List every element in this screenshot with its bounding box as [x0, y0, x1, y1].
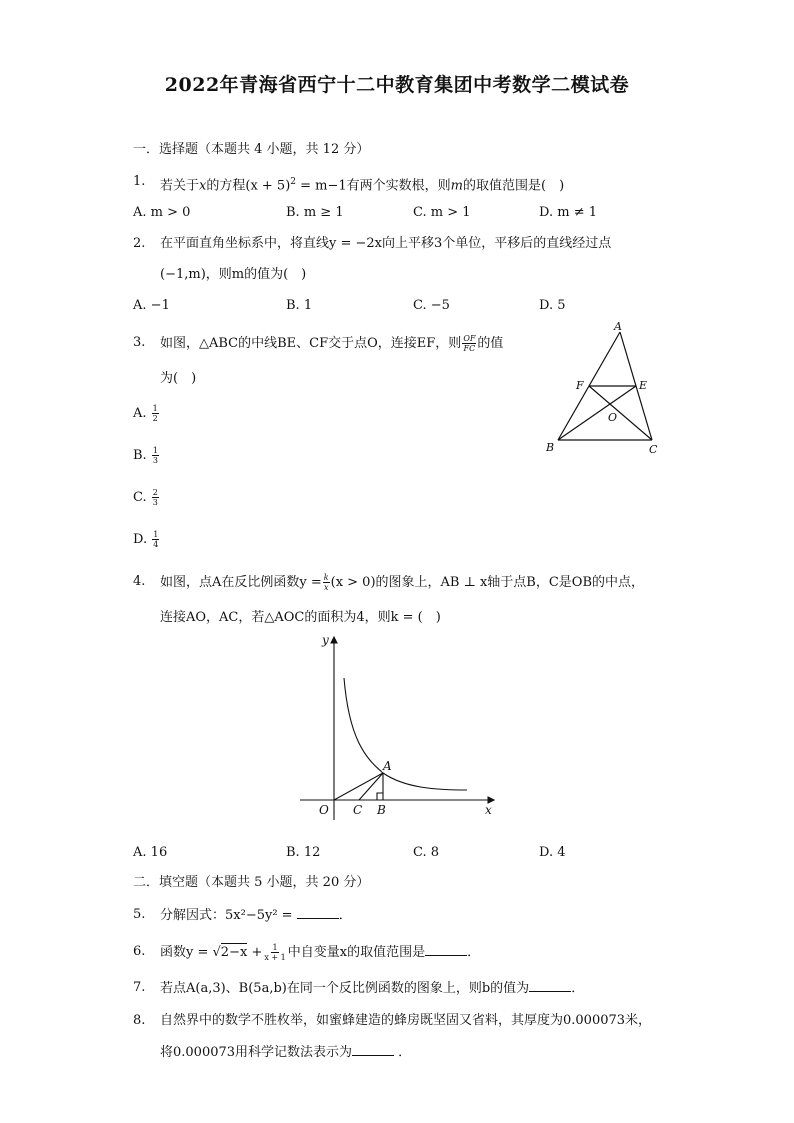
option-letter: A.: [133, 298, 147, 313]
option-d: [133, 530, 160, 549]
option-text: −5: [430, 298, 450, 313]
option-letter: D.: [539, 298, 554, 313]
fraction-numerator: 1: [272, 943, 278, 952]
fraction-denominator: x + 1: [264, 953, 286, 962]
question-number: 8.: [133, 1013, 146, 1028]
question-number: 3.: [133, 335, 146, 350]
question-number: 2.: [133, 236, 146, 251]
fraction-numerator: 1: [153, 530, 159, 539]
option-c: [413, 844, 439, 862]
option-d: [539, 297, 566, 315]
option-text: 1: [303, 298, 313, 313]
question-1-stem: [160, 173, 564, 195]
fraction-denominator: 4: [153, 540, 159, 549]
q6-text: 中自变量x的取值范围是: [287, 945, 426, 960]
q1-var-x: x: [199, 178, 207, 194]
question-4-line-1: [160, 573, 644, 592]
q4-stem-part: (x > 0)的图象上，AB ⊥ x轴于点B，C是OB的中点，: [330, 575, 645, 590]
option-c: [133, 488, 160, 507]
option-b: [286, 844, 320, 862]
label-a: A: [614, 320, 622, 333]
hyperbola-figure: [295, 628, 505, 823]
q6-end: ．: [467, 945, 481, 960]
label-f: F: [576, 379, 584, 392]
fraction-numerator: 1: [152, 404, 158, 413]
question-number: 5.: [133, 907, 146, 922]
q1-stem-part: 若关于: [160, 178, 200, 194]
median-cf: [589, 386, 652, 440]
option-letter: A.: [133, 406, 147, 421]
option-letter: C.: [413, 205, 427, 220]
q1-stem-part: 的方程: [206, 178, 246, 194]
option-text: 8: [430, 845, 440, 860]
question-7: [160, 979, 584, 998]
option-a: [133, 297, 170, 315]
option-fraction: [152, 404, 159, 423]
label-b: B: [546, 441, 555, 454]
option-a: [133, 844, 167, 862]
fraction-denominator: FC: [463, 344, 476, 353]
label-o: O: [608, 411, 618, 424]
fraction-numerator: k: [323, 573, 329, 582]
fraction-denominator: 3: [152, 498, 158, 507]
option-letter: B.: [286, 205, 300, 220]
q1-stem-part: = m−1有两个实数根，则: [296, 178, 451, 194]
label-e: E: [639, 379, 648, 392]
question-number: 6.: [133, 944, 146, 959]
question-4-line-2: 连接AO，AC，若△AOC的面积为4，则k = ( ): [160, 610, 441, 625]
option-d: [539, 204, 597, 222]
label-o: O: [319, 803, 329, 817]
page-title: 2022年青海省西宁十二中教育集团中考数学二模试卷: [164, 74, 630, 96]
question-number: 7.: [133, 980, 146, 995]
q6-radicand: 2−x: [220, 945, 248, 960]
option-fraction: [152, 488, 159, 507]
q7-text: 若点A(a,3)、B(5a,b)在同一个反比例函数的图象上，则b的值为: [160, 981, 530, 996]
q5-text: 分解因式：5x²−5y² =: [160, 908, 297, 923]
label-b: B: [377, 803, 386, 817]
option-letter: A.: [133, 845, 147, 860]
fraction-numerator: 1: [152, 446, 158, 455]
option-text: m > 0: [150, 205, 191, 220]
option-text: 16: [150, 845, 168, 860]
q3-fraction: [462, 334, 476, 353]
answer-blank[interactable]: [425, 943, 467, 956]
option-text: 4: [557, 845, 566, 860]
option-text: 5: [557, 298, 566, 313]
q3-stem-part: 的值: [477, 336, 504, 351]
label-y: y: [322, 633, 329, 647]
q1-equation: (x + 5): [245, 178, 291, 194]
answer-blank[interactable]: [297, 906, 339, 919]
question-number: 1.: [133, 174, 146, 189]
fraction-denominator: x: [323, 583, 329, 592]
fraction-numerator: OF: [463, 334, 476, 343]
label-x: x: [485, 803, 492, 817]
segment-ac: [359, 773, 383, 800]
question-3-line-1: [160, 334, 503, 353]
q3-stem-part: 如图，△ABC的中线BE、CF交于点O，连接EF，则: [160, 336, 462, 351]
option-letter: A.: [133, 205, 147, 220]
segment-ao: [334, 773, 383, 800]
q1-var-m: m: [450, 178, 463, 194]
option-fraction: [152, 446, 159, 465]
option-letter: B.: [286, 845, 300, 860]
option-text: m ≠ 1: [557, 205, 597, 220]
answer-blank[interactable]: [352, 1043, 394, 1056]
option-b: [286, 297, 312, 315]
hyperbola-curve: [344, 678, 467, 790]
q5-end: ．: [338, 908, 352, 923]
section-heading-fill: 二．填空题（本题共 5 小题，共 20 分）: [133, 875, 370, 890]
q4-stem-part: 如图，点A在反比例函数y =: [160, 575, 322, 590]
q4-fraction: [323, 573, 330, 592]
label-c: C: [353, 803, 363, 817]
question-3-line-2: 为( ): [160, 371, 197, 386]
median-be: [558, 386, 636, 440]
q8-text: 将0.000073用科学记数法表示为: [160, 1045, 353, 1060]
question-8-line-2: [160, 1043, 411, 1062]
option-letter: C.: [413, 845, 427, 860]
q6-text: 函数y =: [160, 945, 209, 960]
option-letter: D.: [539, 205, 554, 220]
label-a: A: [383, 759, 392, 773]
option-text: m > 1: [430, 205, 471, 220]
option-c: [413, 204, 471, 222]
fraction-numerator: 2: [152, 488, 158, 497]
label-c: C: [649, 443, 658, 456]
option-d: [539, 844, 566, 862]
option-text: −1: [150, 298, 170, 313]
fraction-denominator: 3: [152, 456, 158, 465]
option-letter: C.: [133, 490, 147, 505]
q6-plus: +: [251, 945, 263, 960]
option-fraction: [152, 530, 159, 549]
option-letter: B.: [286, 298, 300, 313]
option-a: [133, 204, 190, 222]
option-letter: B.: [133, 448, 147, 463]
question-5: [160, 906, 352, 925]
triangle-figure: [540, 320, 670, 460]
option-text: m ≥ 1: [303, 205, 344, 220]
q1-stem-part: 的取值范围是( ): [463, 178, 565, 194]
option-b: [133, 446, 160, 465]
right-angle-mark: [377, 793, 383, 800]
question-number: 4.: [133, 574, 146, 589]
q1-exponent: 2: [290, 177, 297, 187]
fraction-denominator: 2: [152, 414, 158, 423]
question-2-line-2: (−1,m)，则m的值为( ): [160, 267, 307, 282]
option-letter: D.: [133, 532, 148, 547]
option-letter: C.: [413, 298, 427, 313]
q7-end: ．: [571, 981, 585, 996]
question-2-line-1: 在平面直角坐标系中，将直线y = −2x向上平移3个单位，平移后的直线经过点: [160, 236, 612, 251]
option-letter: D.: [539, 845, 554, 860]
question-8-line-1: 自然界中的数学不胜枚举，如蜜蜂建造的蜂房既坚固又省料，其厚度为0.000073米，: [160, 1013, 652, 1028]
option-a: [133, 404, 160, 423]
answer-blank[interactable]: [529, 979, 571, 992]
option-b: [286, 204, 344, 222]
option-text: 12: [303, 845, 321, 860]
question-6: 函数y = √2−x + $\frac{1}{x + 1}$ 中自变量x的取值范围是 ．: [160, 943, 481, 962]
section-heading-choice: 一．选择题（本题共 4 小题，共 12 分）: [133, 142, 370, 157]
q6-fraction: [263, 943, 286, 962]
option-c: [413, 297, 450, 315]
q8-end: ．: [398, 1045, 412, 1060]
